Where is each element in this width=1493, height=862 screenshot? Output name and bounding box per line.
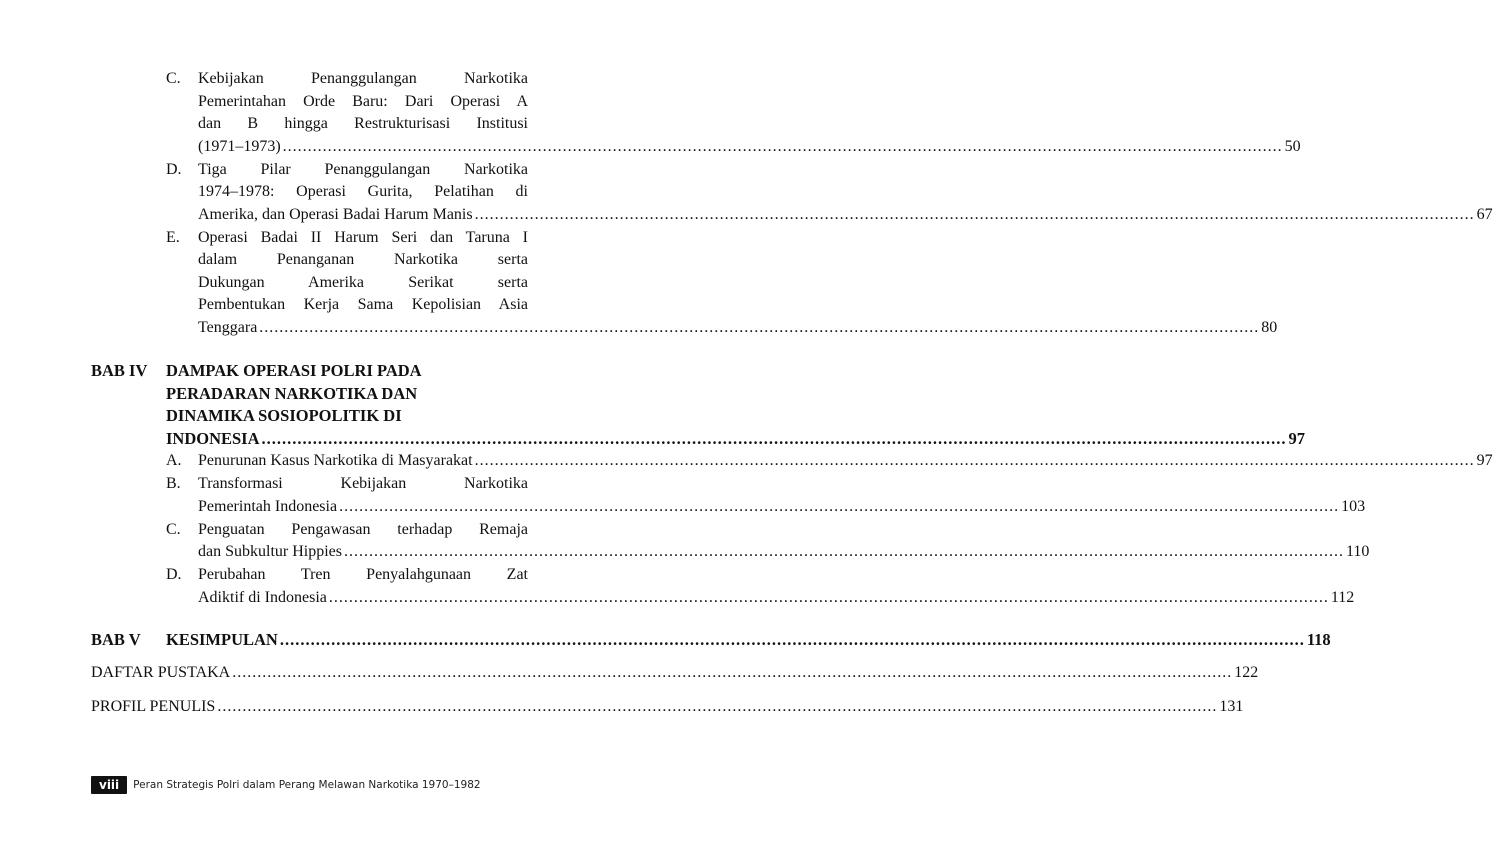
entry-line: Perubahan Tren Penyalahgunaan Zat — [198, 566, 528, 583]
entry-text: Penurunan Kasus Narkotika di Masyarakat — [198, 452, 473, 469]
toc-entry-4c — [91, 519, 1370, 564]
toc-daftar-pustaka — [91, 662, 1259, 685]
entry-letter: B. — [166, 475, 181, 492]
page-number: 118 — [1306, 630, 1331, 649]
page-number: 67 — [1476, 205, 1493, 223]
entry-letter: D. — [166, 566, 182, 583]
chapter-title-line: DINAMIKA SOSIOPOLITIK DI — [166, 406, 402, 425]
chapter-last-line — [166, 428, 1306, 451]
entry-line: Tiga Pilar Penanggulangan Narkotika — [198, 160, 528, 178]
chapter-last-line — [166, 629, 1331, 652]
page-number: 103 — [1341, 497, 1366, 515]
entry-last-line — [198, 136, 1301, 159]
leader-dots: ........................................................................................................................................................................................................ — [474, 452, 1475, 469]
leader-dots: ........................................................................................................................................................................................................ — [261, 428, 1287, 448]
footer-page-number: viii — [91, 776, 127, 794]
entry-last-line — [198, 496, 1366, 519]
entry-line: Transformasi Kebijakan Narkotika — [198, 475, 528, 492]
page-number: 50 — [1284, 137, 1301, 155]
entry-letter: C. — [166, 70, 181, 87]
toc-chapter-4 — [91, 360, 1306, 450]
chapter-label: BAB V — [91, 630, 141, 649]
page-number: 122 — [1234, 663, 1259, 681]
page-number: 131 — [1219, 698, 1244, 715]
chapter-title-line: PERADARAN NARKOTIKA DAN — [166, 383, 418, 403]
chapter-label: BAB IV — [91, 361, 148, 380]
leader-dots: ........................................................................................................................................................................................................ — [279, 630, 1305, 649]
entry-last-line — [198, 204, 1493, 227]
section-title: DAFTAR PUSTAKA — [91, 663, 231, 681]
entry-line: Operasi Badai II Harum Seri dan Taruna I — [198, 228, 528, 246]
toc-entry-e — [91, 227, 1278, 340]
leader-dots: ........................................................................................................................................................................................................ — [217, 698, 1218, 715]
toc-entry-4a — [91, 450, 1493, 473]
entry-line: dan B hingga Restrukturisasi Institusi — [198, 115, 528, 132]
entry-last-line — [198, 450, 1493, 473]
chapter-title-text: KESIMPULAN — [166, 630, 278, 649]
toc-entry-4d — [91, 564, 1355, 609]
leader-dots: ........................................................................................................................................................................................................ — [328, 588, 1329, 606]
entry-line: Kebijakan Penanggulangan Narkotika — [198, 70, 528, 87]
leader-dots: ........................................................................................................................................................................................................ — [339, 497, 1340, 515]
entry-letter: D. — [166, 160, 182, 178]
entry-text: dan Subkultur Hippies — [198, 543, 342, 560]
entry-line: Penguatan Pengawasan terhadap Remaja — [198, 520, 528, 538]
leader-dots: ........................................................................................................................................................................................................ — [232, 663, 1233, 681]
leader-dots: ........................................................................................................................................................................................................ — [259, 318, 1260, 336]
entry-text: Pemerintah Indonesia — [198, 497, 338, 515]
entry-text: (1971–1973) — [198, 137, 281, 155]
toc-entry-4b — [91, 473, 1366, 518]
page-number: 80 — [1261, 318, 1278, 336]
entry-line: dalam Penanganan Narkotika serta — [198, 251, 528, 268]
entry-line: Pemerintahan Orde Baru: Dari Operasi A — [198, 92, 528, 110]
section-title: PROFIL PENULIS — [91, 698, 216, 715]
entry-last-line — [198, 317, 1278, 340]
entry-text: Amerika, dan Operasi Badai Harum Manis — [198, 205, 473, 223]
entry-text: Tenggara — [198, 318, 258, 336]
page-number: 97 — [1288, 428, 1306, 448]
entry-letter: C. — [166, 520, 181, 538]
page-number: 97 — [1476, 452, 1493, 469]
entry-letter: A. — [166, 452, 182, 469]
running-title: Peran Strategis Polri dalam Perang Melawan Narkotika 1970–1982 — [133, 779, 481, 791]
entry-line: Pembentukan Kerja Sama Kepolisian Asia — [198, 296, 528, 313]
chapter-title-text: INDONESIA — [166, 428, 260, 448]
leader-dots: ........................................................................................................................................................................................................ — [344, 543, 1344, 560]
chapter-title-line: DAMPAK OPERASI POLRI PADA — [166, 361, 422, 380]
entry-last-line — [198, 587, 1355, 610]
entry-line: Dukungan Amerika Serikat serta — [198, 273, 528, 291]
toc-chapter-5 — [91, 629, 1331, 652]
page-number: 112 — [1330, 588, 1355, 606]
entry-letter: E. — [166, 228, 180, 246]
toc-entry-d — [91, 159, 1493, 227]
toc-profil-penulis — [91, 696, 1244, 719]
entry-text: Adiktif di Indonesia — [198, 588, 327, 606]
leader-dots: ........................................................................................................................................................................................................ — [474, 205, 1475, 223]
page-footer — [91, 776, 481, 794]
entry-last-line — [198, 541, 1370, 564]
toc-entry-c — [91, 68, 1301, 158]
table-of-contents — [91, 68, 1493, 719]
leader-dots: ........................................................................................................................................................................................................ — [282, 137, 1283, 155]
entry-line: 1974–1978: Operasi Gurita, Pelatihan di — [198, 183, 528, 200]
page-number: 110 — [1346, 543, 1370, 560]
